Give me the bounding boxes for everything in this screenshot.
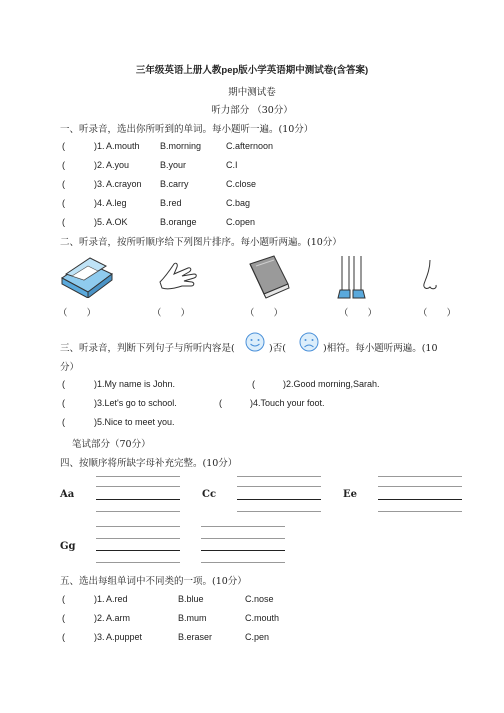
question-number: )2. [94, 160, 105, 170]
paren[interactable]: ( [62, 632, 65, 642]
option-b: B.carry [160, 179, 189, 189]
section3-heading-part1: 三、听录音，判断下列句子与所听内容是( [60, 343, 235, 354]
listening-part-heading: 听力部分 （30分） [211, 105, 293, 116]
paren: ( [252, 379, 255, 389]
option-a: A.leg [106, 198, 127, 208]
option-c: C.close [226, 179, 257, 189]
question-number: )3. [94, 179, 105, 189]
question-number: )4. [94, 198, 105, 208]
legs-icon [334, 254, 368, 302]
option-a: A.puppet [106, 632, 143, 642]
option-b: B.morning [160, 141, 202, 151]
option-b: B.orange [160, 217, 197, 227]
paren[interactable]: ( [62, 594, 65, 604]
question-text: )4.Touch your foot. [250, 398, 325, 408]
option-c: C.nose [245, 594, 274, 604]
hand-icon [156, 256, 200, 294]
paren: ( [62, 398, 65, 408]
picture-bracket[interactable]: （ ） [245, 308, 284, 319]
option-a: A.crayon [106, 179, 142, 189]
option-c: C.pen [245, 632, 270, 642]
pencil-box-icon [58, 252, 116, 298]
question-number: )1. [94, 594, 105, 604]
option-a: A.red [106, 594, 128, 604]
section4-heading: 四、按顺序将所缺字母补充完整。(10分） [60, 458, 238, 469]
paren[interactable]: ( [62, 217, 65, 227]
section2-heading: 二、听录音，按所听顺序给下列图片排序。每小题听两遍。(10分） [60, 237, 342, 248]
option-b: B.your [160, 160, 187, 170]
letter-label: Cc [202, 489, 217, 500]
nose-icon [420, 256, 444, 296]
question-number: )1. [94, 141, 105, 151]
sad-face-icon [297, 331, 321, 353]
option-c: C.bag [226, 198, 251, 208]
question-text: )1.My name is John. [94, 379, 176, 389]
section3-heading-part4: 分） [60, 362, 80, 373]
paren: ( [62, 379, 65, 389]
paren[interactable]: ( [62, 613, 65, 623]
option-c: C.mouth [245, 613, 280, 623]
option-a: A.OK [106, 217, 128, 227]
question-text: )2.Good morning,Sarah. [283, 379, 380, 389]
picture-bracket[interactable]: （ ） [58, 308, 97, 319]
letter-label: Gg [60, 541, 76, 552]
option-c: C.open [226, 217, 256, 227]
paren[interactable]: ( [62, 198, 65, 208]
option-c: C.afternoon [226, 141, 274, 151]
smiley-face-icon [243, 331, 267, 353]
picture-bracket[interactable]: （ ） [418, 308, 457, 319]
option-c: C.I [226, 160, 238, 170]
subtitle: 期中测试卷 [228, 87, 276, 98]
question-number: )3. [94, 632, 105, 642]
paren: ( [62, 417, 65, 427]
picture-bracket[interactable]: （ ） [152, 308, 191, 319]
option-b: B.mum [178, 613, 207, 623]
question-text: )3.Let's go to school. [94, 398, 177, 408]
option-b: B.blue [178, 594, 204, 604]
book-icon [244, 254, 292, 300]
paren[interactable]: ( [62, 141, 65, 151]
letter-label: Aa [60, 489, 75, 500]
paren[interactable]: ( [62, 160, 65, 170]
question-text: )5.Nice to meet you. [94, 417, 175, 427]
question-number: )2. [94, 613, 105, 623]
option-b: B.eraser [178, 632, 213, 642]
question-number: )5. [94, 217, 105, 227]
option-a: A.arm [106, 613, 131, 623]
option-a: A.mouth [106, 141, 140, 151]
picture-bracket[interactable]: （ ） [339, 308, 378, 319]
paren[interactable]: ( [62, 179, 65, 189]
section1-heading: 一、听录音，选出你所听到的单词。每小题听一遍。(10分） [60, 124, 314, 135]
paren: ( [219, 398, 222, 408]
option-b: B.red [160, 198, 182, 208]
main-title: 三年级英语上册人教pep版小学英语期中测试卷(含答案) [135, 65, 369, 76]
writing-part-heading: 笔试部分（70分） [72, 439, 151, 450]
section3-heading-part3: )相符。每小题听两遍。(10 [323, 343, 438, 354]
section3-heading-part2: )否( [269, 343, 286, 354]
section5-heading: 五、选出每组单词中不同类的一项。(10分） [60, 576, 247, 587]
letter-label: Ee [343, 489, 357, 500]
option-a: A.you [106, 160, 130, 170]
